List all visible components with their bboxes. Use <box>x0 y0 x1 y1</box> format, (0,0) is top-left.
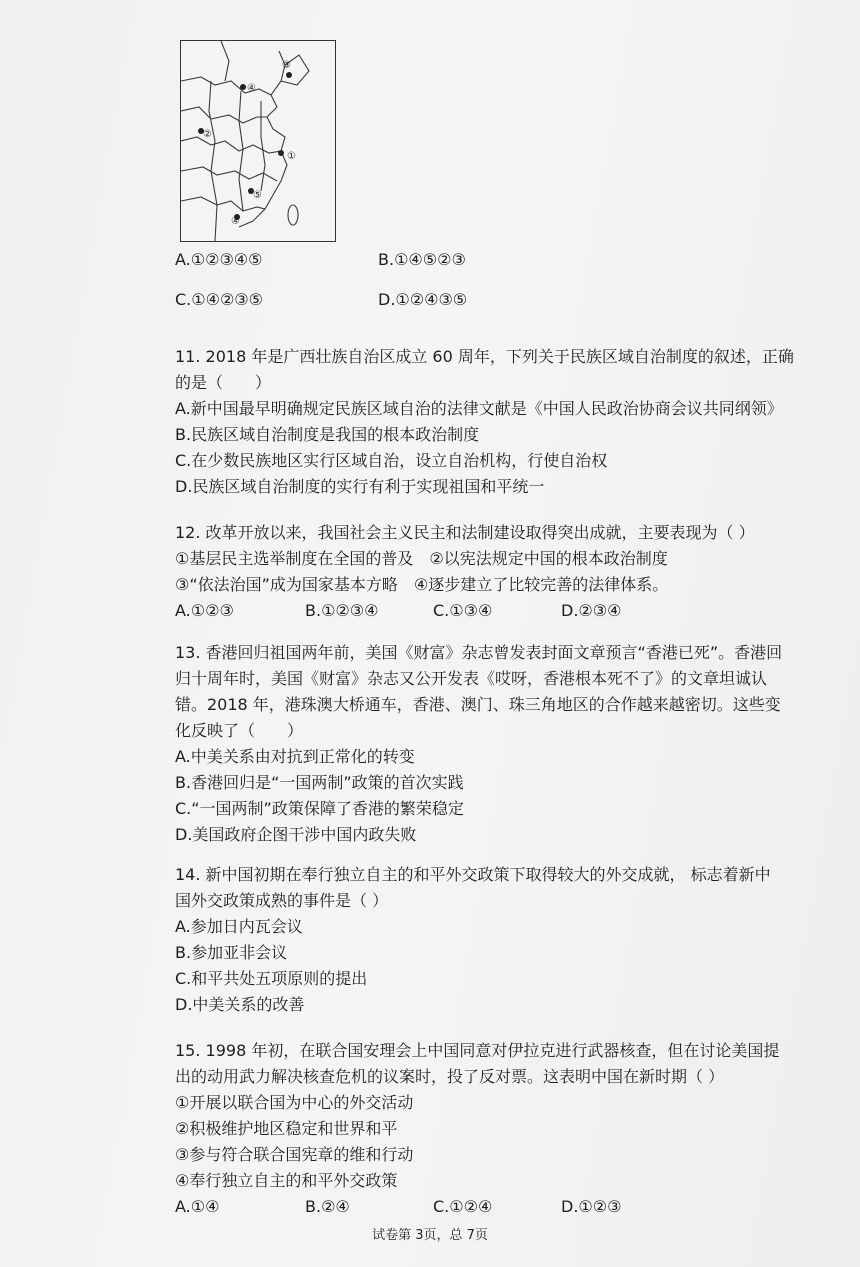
q12-options <box>175 598 805 624</box>
q15-item-line: ④奉行独立自主的和平外交政策 <box>175 1171 398 1190</box>
q15-option-b[interactable]: B.②④ <box>305 1197 350 1216</box>
q11-option-c[interactable]: C.在少数民族地区实行区域自治，设立自治机构，行使自治权 <box>175 451 608 470</box>
q11-option-a[interactable]: A.新中国最早明确规定民族区域自治的法律文献是《中国人民政治协商会议共同纲领》 <box>175 399 783 418</box>
q13-stem-line: 归十周年时，美国《财富》杂志又公开发表《哎呀，香港根本死不了》的文章坦诚认 <box>175 669 768 688</box>
map-marker-4b: ④ <box>231 216 240 227</box>
q14-stem-line: 14. 新中国初期在奉行独立自主的和平外交政策下取得较大的外交成就， 标志着新中 <box>175 865 771 884</box>
q12-option-d[interactable]: D.②③④ <box>561 601 622 620</box>
q11-option-d[interactable]: D.民族区域自治制度的实行有利于实现祖国和平统一 <box>175 477 545 496</box>
page-footer: 试卷第 3页，总 7页 <box>372 1228 488 1243</box>
q13-option-a[interactable]: A.中美关系由对抗到正常化的转变 <box>175 747 415 766</box>
q14-option-b[interactable]: B.参加亚非会议 <box>175 943 288 962</box>
map-marker-3: ③ <box>282 60 291 71</box>
q13-stem-line: 错。2018 年，港珠澳大桥通车，香港、澳门、珠三角地区的合作越来越密切。这些变 <box>175 695 781 714</box>
q14-option-c[interactable]: C.和平共处五项原则的提出 <box>175 969 368 988</box>
province-border <box>261 101 265 191</box>
question-15 <box>175 1038 805 1220</box>
q13-stem-line: 13. 香港回归祖国两年前，美国《财富》杂志曾发表封面文章预言“香港已死”。香港回 <box>175 643 783 662</box>
province-border <box>181 107 267 123</box>
q10-option-b[interactable]: B.①④⑤②③ <box>378 250 466 269</box>
map-marker-2: ② <box>203 129 212 140</box>
q14-option-a[interactable]: A.参加日内瓦会议 <box>175 917 303 936</box>
map-marker-1: ① <box>287 151 296 162</box>
map-svg <box>181 41 335 241</box>
q12-option-b[interactable]: B.①②③④ <box>305 601 379 620</box>
q12-stem-line: 12. 改革开放以来，我国社会主义民主和法制建设取得突出成就，主要表现为（ ） <box>175 523 755 542</box>
question-13 <box>175 640 805 848</box>
question-12 <box>175 520 805 624</box>
province-border <box>209 81 217 241</box>
q12-option-c[interactable]: C.①③④ <box>433 601 493 620</box>
q15-stem-line: 出的动用武力解决核查危机的议案时，投了反对票。这表明中国在新时期（ ） <box>175 1067 725 1086</box>
q15-option-a[interactable]: A.①④ <box>175 1197 220 1216</box>
q14-option-d[interactable]: D.中美关系的改善 <box>175 995 305 1014</box>
q13-stem-line: 化反映了（ ） <box>175 721 304 740</box>
q15-stem-line: 15. 1998 年初，在联合国安理会上中国同意对伊拉克进行武器核查，但在讨论美国提 <box>175 1041 780 1060</box>
q13-option-c[interactable]: C.“一国两制”政策保障了香港的繁荣稳定 <box>175 799 464 818</box>
q15-item-line: ②积极维护地区稳定和世界和平 <box>175 1119 398 1138</box>
question-11 <box>175 344 805 500</box>
q14-stem-line: 国外交政策成熟的事件是（ ） <box>175 891 389 910</box>
q15-option-d[interactable]: D.①②③ <box>561 1197 622 1216</box>
q15-option-c[interactable]: C.①②④ <box>433 1197 493 1216</box>
taiwan-island <box>288 205 298 225</box>
q11-stem-line: 的是（ ） <box>175 373 272 392</box>
q12-option-a[interactable]: A.①②③ <box>175 601 234 620</box>
province-border <box>221 41 229 81</box>
q12-item-line: ③“依法治国”成为国家基本方略 ④逐步建立了比较完善的法律体系。 <box>175 575 669 594</box>
q15-item-line: ③参与符合联合国宪章的维和行动 <box>175 1145 414 1164</box>
china-map-figure <box>180 40 336 242</box>
province-border <box>181 77 271 95</box>
q10-option-c[interactable]: C.①④②③⑤ <box>175 290 263 309</box>
q10-option-d[interactable]: D.①②④③⑤ <box>378 290 468 309</box>
question-14 <box>175 862 805 1018</box>
map-marker-4: ④ <box>247 83 256 94</box>
q15-options <box>175 1194 805 1220</box>
q11-option-b[interactable]: B.民族区域自治制度是我国的根本政治制度 <box>175 425 480 444</box>
q12-item-line: ①基层民主选举制度在全国的普及 ②以宪法规定中国的根本政治制度 <box>175 549 668 568</box>
q13-option-d[interactable]: D.美国政府企图干涉中国内政失败 <box>175 825 417 844</box>
province-border <box>181 137 281 153</box>
coastline <box>239 51 287 227</box>
q15-item-line: ①开展以联合国为中心的外交活动 <box>175 1093 414 1112</box>
map-marker-5: ⑤ <box>253 190 262 201</box>
q11-stem-line: 11. 2018 年是广西壮族自治区成立 60 周年，下列关于民族区域自治制度的叙述，正确 <box>175 347 794 366</box>
q10-option-a[interactable]: A.①②③④⑤ <box>175 250 263 269</box>
q13-option-b[interactable]: B.香港回归是“一国两制”政策的首次实践 <box>175 773 464 792</box>
